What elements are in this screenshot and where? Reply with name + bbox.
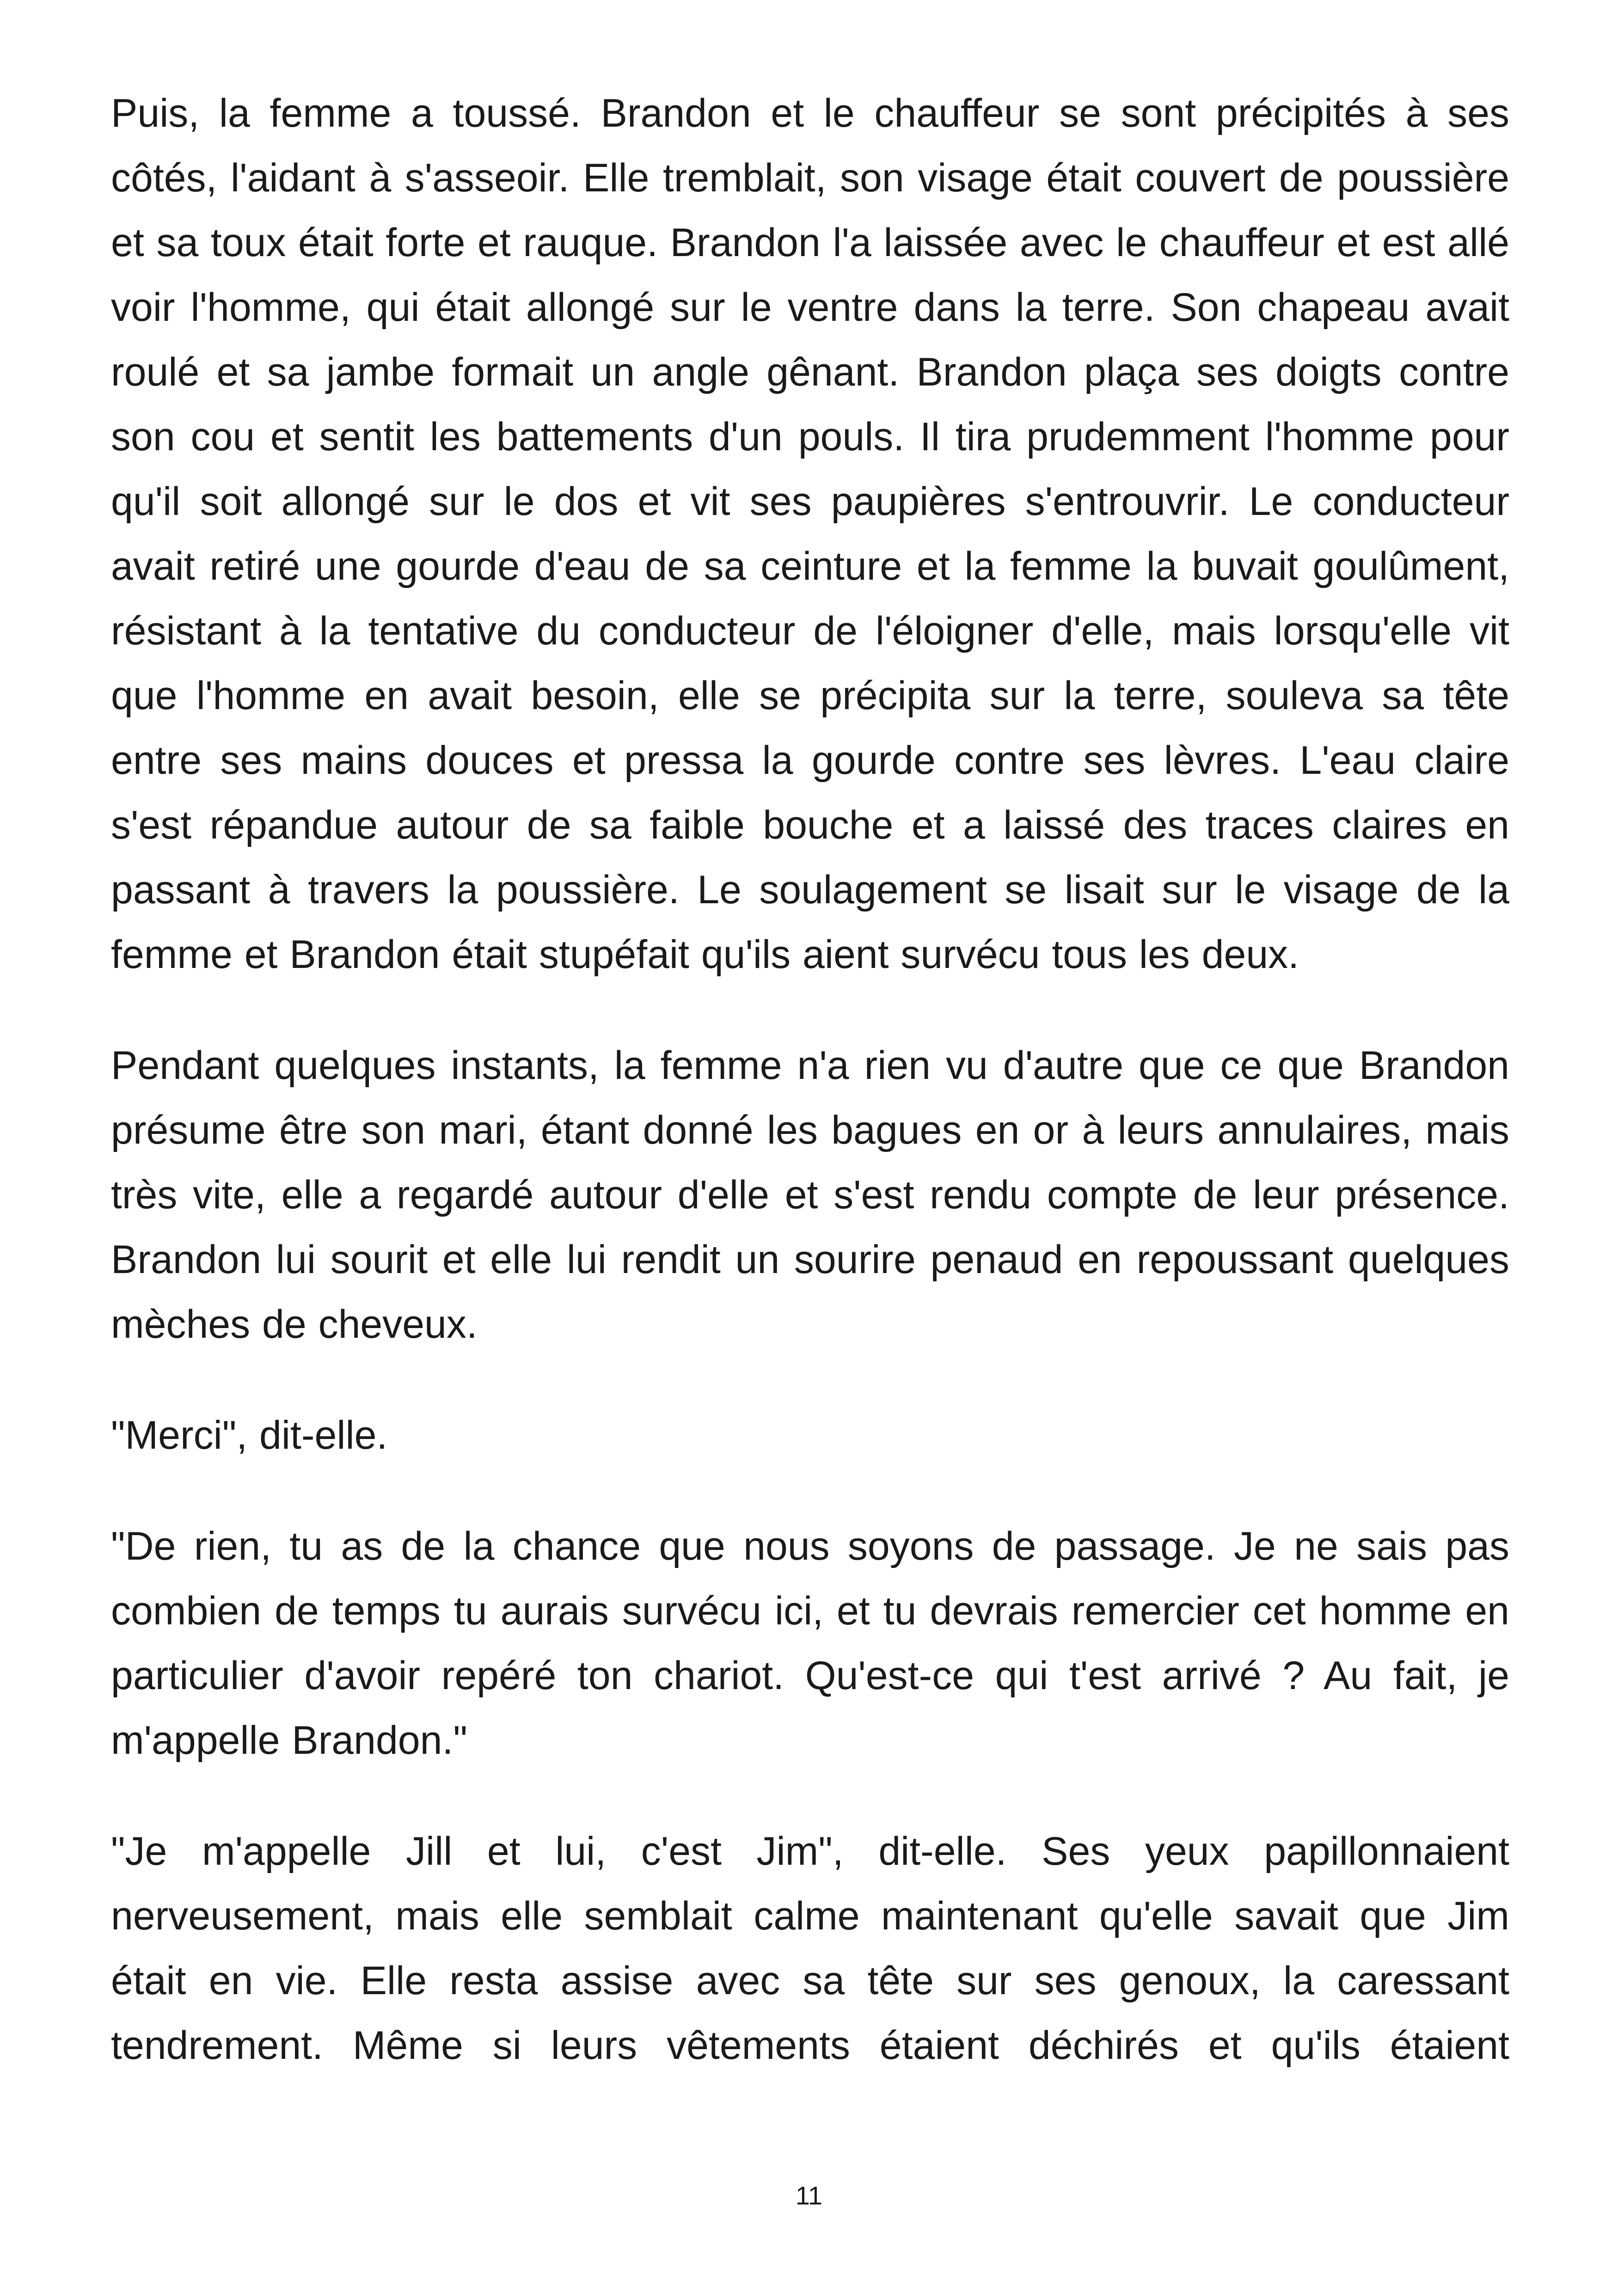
page-number: 11 <box>795 2181 823 2210</box>
paragraph-4: "De rien, tu as de la chance que nous soyons de passage. Je ne sais pas combien de temps tu aurais survécu ici, et tu devrais remercier cet homme en particulier d'avoir repéré ton chariot. Qu'est-ce qui t'est arrivé ? Au fait, je m'appelle Brandon." <box>111 1524 1509 1763</box>
paragraph-5: "Je m'appelle Jill et lui, c'est Jim", dit-elle. Ses yeux papillonnaient nerveusement, mais elle semblait calme maintenant qu'elle savait que Jim était en vie. Elle resta assise avec sa tête sur ses genoux, la caressant tendrement. Même si leurs vêtements étaient déchirés et qu'ils étaient <box>111 1829 1509 2068</box>
paragraph-1: Puis, la femme a toussé. Brandon et le chauffeur se sont précipités à ses côtés, l'aidant à s'asseoir. Elle tremblait, son visage était couvert de poussière et sa toux était forte et rauque. Brandon l'a laissée avec le chauffeur et est allé voir l'homme, qui était allongé sur le ventre dans la terre. Son chapeau avait roulé et sa jambe formait un angle gênant. Brandon plaça ses doigts contre son cou et sentit les battements d'un pouls. Il tira prudemment l'homme pour qu'il soit allongé sur le dos et vit ses paupières s'entrouvrir. Le conducteur avait retiré une gourde d'eau de sa ceinture et la femme la buvait goulûment, résistant à la tentative du conducteur de l'éloigner d'elle, mais lorsqu'elle vit que l'homme en avait besoin, elle se précipita sur la terre, souleva sa tête entre ses mains douces et pressa la gourde contre ses lèvres. L'eau claire s'est répandue autour de sa faible bouche et a laissé des traces claires en passant à travers la poussière. Le soulagement se lisait sur le visage de la femme et Brandon était stupéfait qu'ils aient survécu tous les deux. <box>111 91 1509 977</box>
body-text <box>111 81 1509 2078</box>
paragraph-2: Pendant quelques instants, la femme n'a rien vu d'autre que ce que Brandon présume être son mari, étant donné les bagues en or à leurs annulaires, mais très vite, elle a regardé autour d'elle et s'est rendu compte de leur présence. Brandon lui sourit et elle lui rendit un sourire penaud en repoussant quelques mèches de cheveux. <box>111 1043 1509 1347</box>
paragraph-3: "Merci", dit-elle. <box>111 1413 388 1457</box>
